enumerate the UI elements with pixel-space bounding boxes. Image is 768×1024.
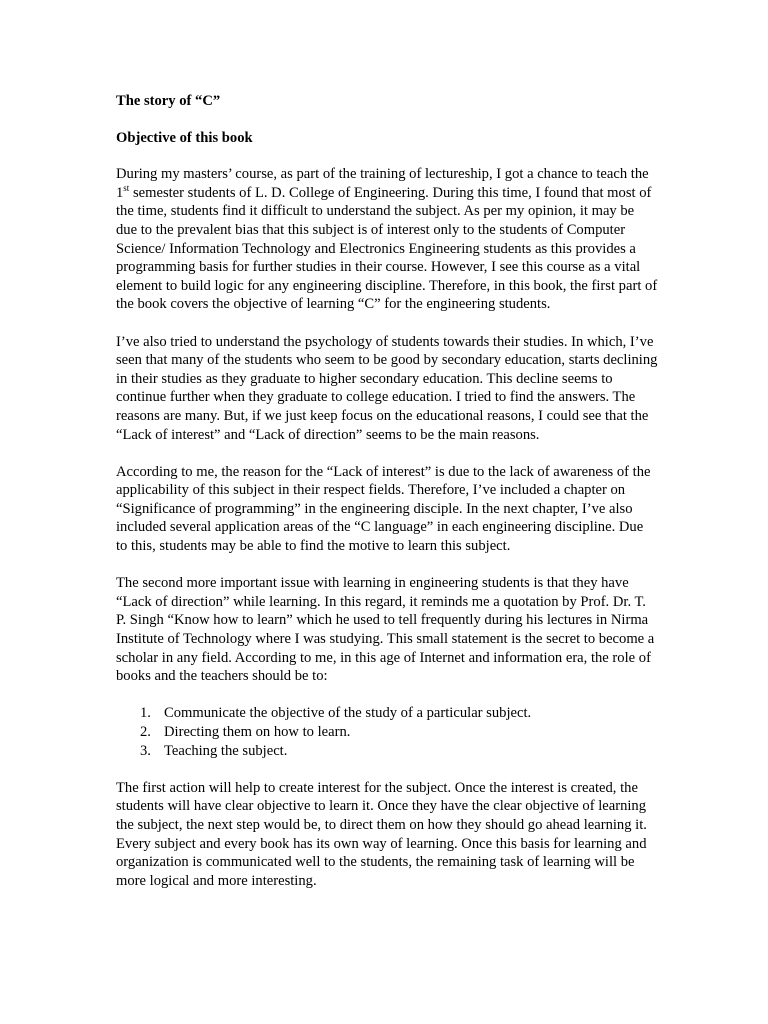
list-item-text: Teaching the subject. xyxy=(164,742,288,759)
paragraph-psychology: I’ve also tried to understand the psychology of students towards their studies. In which, I’ve seen that many of the students who seem to be good by secondary education, starts declining in their studies as they graduate to higher secondary education. This decline seems to continue further when they graduate to college education. I tried to find the answers. The reasons are many. But, if we just keep focus on the educational reasons, I could see that the “Lack of interest” and “Lack of direction” seems to be the main reasons. xyxy=(116,333,658,443)
paragraph-text: semester students of L. D. College of Engineering. During this time, I found that most of the time, students find it difficult to understand the subject. As per my opinion, it may be due to the prevalent bias that this subject is of interest only to the students of Computer Science/ Information Technology and Electronics Engineering students as this provides a programming basis for further studies in their course. However, I see this course as a vital element to build logic for any engineering discipline. Therefore, in this book, the first part of the book covers the objective of learning “C” for the engineering students. xyxy=(116,184,658,313)
numbered-list xyxy=(116,704,658,760)
ordinal-suffix: st xyxy=(123,182,130,193)
list-number: 2. xyxy=(140,724,151,740)
list-number: 3. xyxy=(140,742,151,759)
paragraph-text: During my masters’ course, as part of the training of lectureship, I got a chance to teach the 1 xyxy=(116,166,649,201)
list-item xyxy=(116,742,658,761)
paragraph-objective xyxy=(116,165,658,314)
list-item-text: Directing them on how to learn. xyxy=(164,724,351,740)
document-page xyxy=(116,92,658,909)
list-item xyxy=(116,723,658,742)
list-item-text: Communicate the objective of the study of a particular subject. xyxy=(164,705,532,722)
paragraph-first-action: The first action will help to create interest for the subject. Once the interest is created, the students will have clear objective to learn it. Once they have the clear objective of learning the subject, the next step would be, to direct them on how they should go ahead learning it. Every subject and every book has its own way of learning. Once this basis for learning and organization is communicated well to the students, the remaining task of learning will be more logical and more interesting. xyxy=(116,779,647,889)
paragraph-lack-of-direction: The second more important issue with learning in engineering students is that they have “Lack of direction” while learning. In this regard, it reminds me a quotation by Prof. Dr. T. P. Singh “Know how to learn” which he used to tell frequently during his lectures in Nirma Institute of Technology where I was studying. This small statement is the secret to become a scholar in any field. According to me, in this age of Internet and information era, the role of books and the teachers should be to: xyxy=(116,575,655,685)
paragraph-lack-of-interest: According to me, the reason for the “Lack of interest” is due to the lack of awareness of the applicability of this subject in their respect fields. Therefore, I’ve included a chapter on “Significance of programming” in the engineering disciple. In the next chapter, I’ve also included several application areas of the “C language” in each engineering discipline. Due to this, students may be able to find the motive to learn this subject. xyxy=(116,463,651,555)
document-title: The story of “C” xyxy=(116,93,221,109)
section-heading: Objective of this book xyxy=(116,129,253,146)
list-number: 1. xyxy=(140,705,151,722)
list-item xyxy=(116,704,658,723)
